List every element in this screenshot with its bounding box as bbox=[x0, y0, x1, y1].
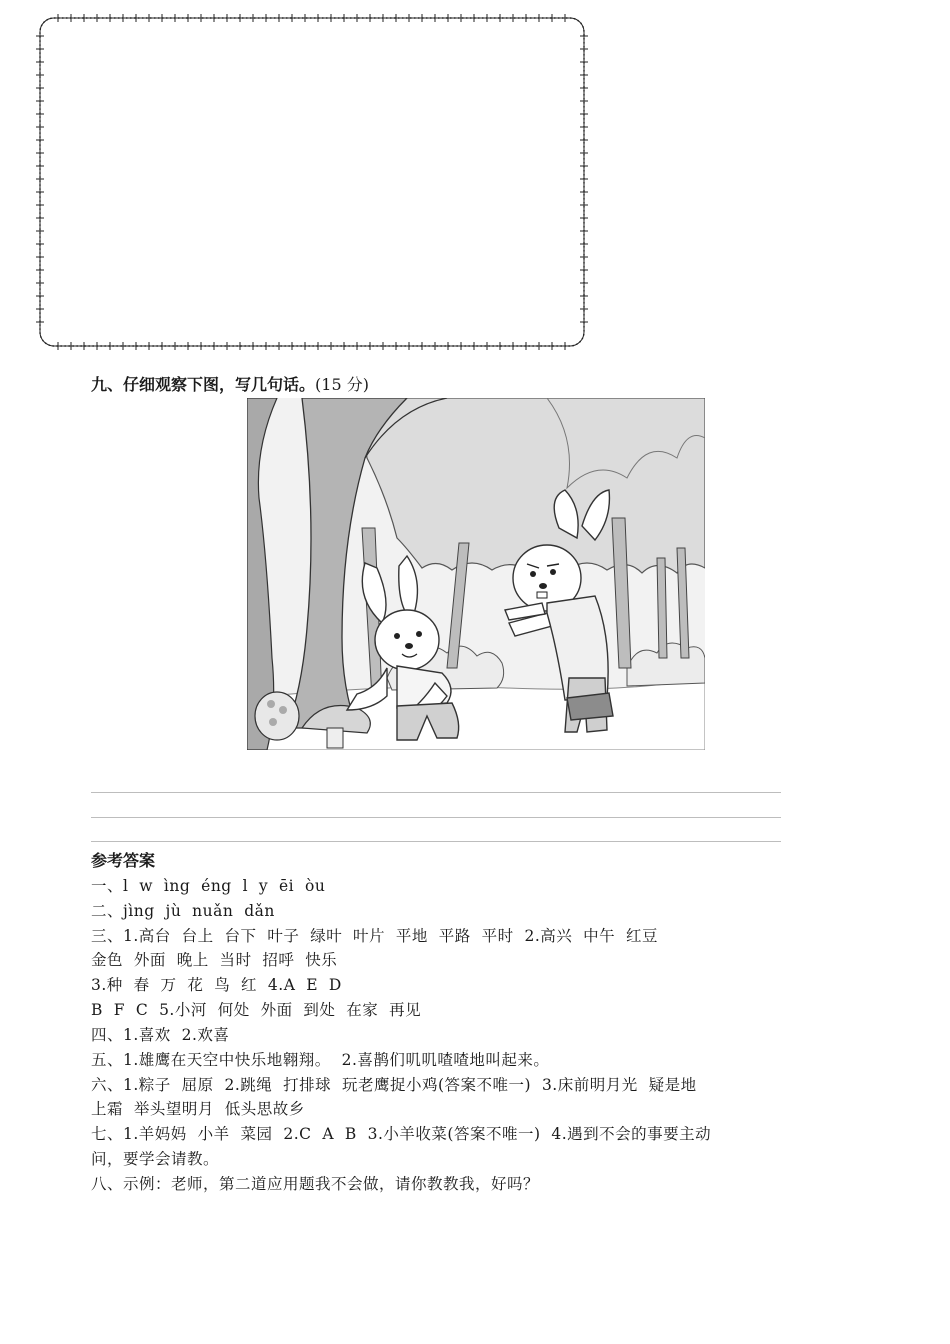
rabbits-forest-illustration bbox=[247, 398, 705, 750]
answer-line: 三、1.高台 台上 台下 叶子 绿叶 叶片 平地 平路 平时 2.高兴 中午 红豆 bbox=[91, 927, 658, 945]
writing-frame bbox=[30, 10, 590, 355]
answer-line-2[interactable] bbox=[91, 817, 781, 818]
answer-line: 六、1.粽子 屈原 2.跳绳 打排球 玩老鹰捉小鸡(答案不唯一) 3.床前明月光 疑是地 bbox=[91, 1076, 697, 1094]
answer-line: 3.种 春 万 花 鸟 红 4.A E D bbox=[91, 976, 342, 994]
answer-line: 八、示例：老师，第二道应用题我不会做，请你教教我，好吗？ bbox=[91, 1175, 540, 1193]
question-score: (15 分) bbox=[315, 375, 369, 394]
answer-line: 七、1.羊妈妈 小羊 菜园 2.C A B 3.小羊收菜(答案不唯一) 4.遇到不会的事要主动 bbox=[91, 1125, 712, 1143]
answer-line: 四、1.喜欢 2.欢喜 bbox=[91, 1026, 230, 1044]
answer-line-1[interactable] bbox=[91, 792, 781, 793]
answer-line: B F C 5.小河 何处 外面 到处 在家 再见 bbox=[91, 1001, 422, 1019]
question-title: 九、仔细观察下图，写几句话。 bbox=[91, 375, 316, 394]
answer-line: 二、jìng jù nuǎn dǎn bbox=[91, 902, 275, 920]
question-heading bbox=[91, 372, 369, 395]
answers-title: 参考答案 bbox=[91, 851, 156, 870]
answer-line-3[interactable] bbox=[91, 841, 781, 842]
answer-line: 一、l w ìng éng l y ēi òu bbox=[91, 877, 326, 895]
answer-line: 问，要学会请教。 bbox=[91, 1150, 220, 1168]
answer-line: 上霜 举头望明月 低头思故乡 bbox=[91, 1100, 305, 1118]
answer-line: 五、1.雄鹰在天空中快乐地翱翔。 2.喜鹊们叽叽喳喳地叫起来。 bbox=[91, 1051, 550, 1069]
answer-line: 金色 外面 晚上 当时 招呼 快乐 bbox=[91, 951, 338, 969]
